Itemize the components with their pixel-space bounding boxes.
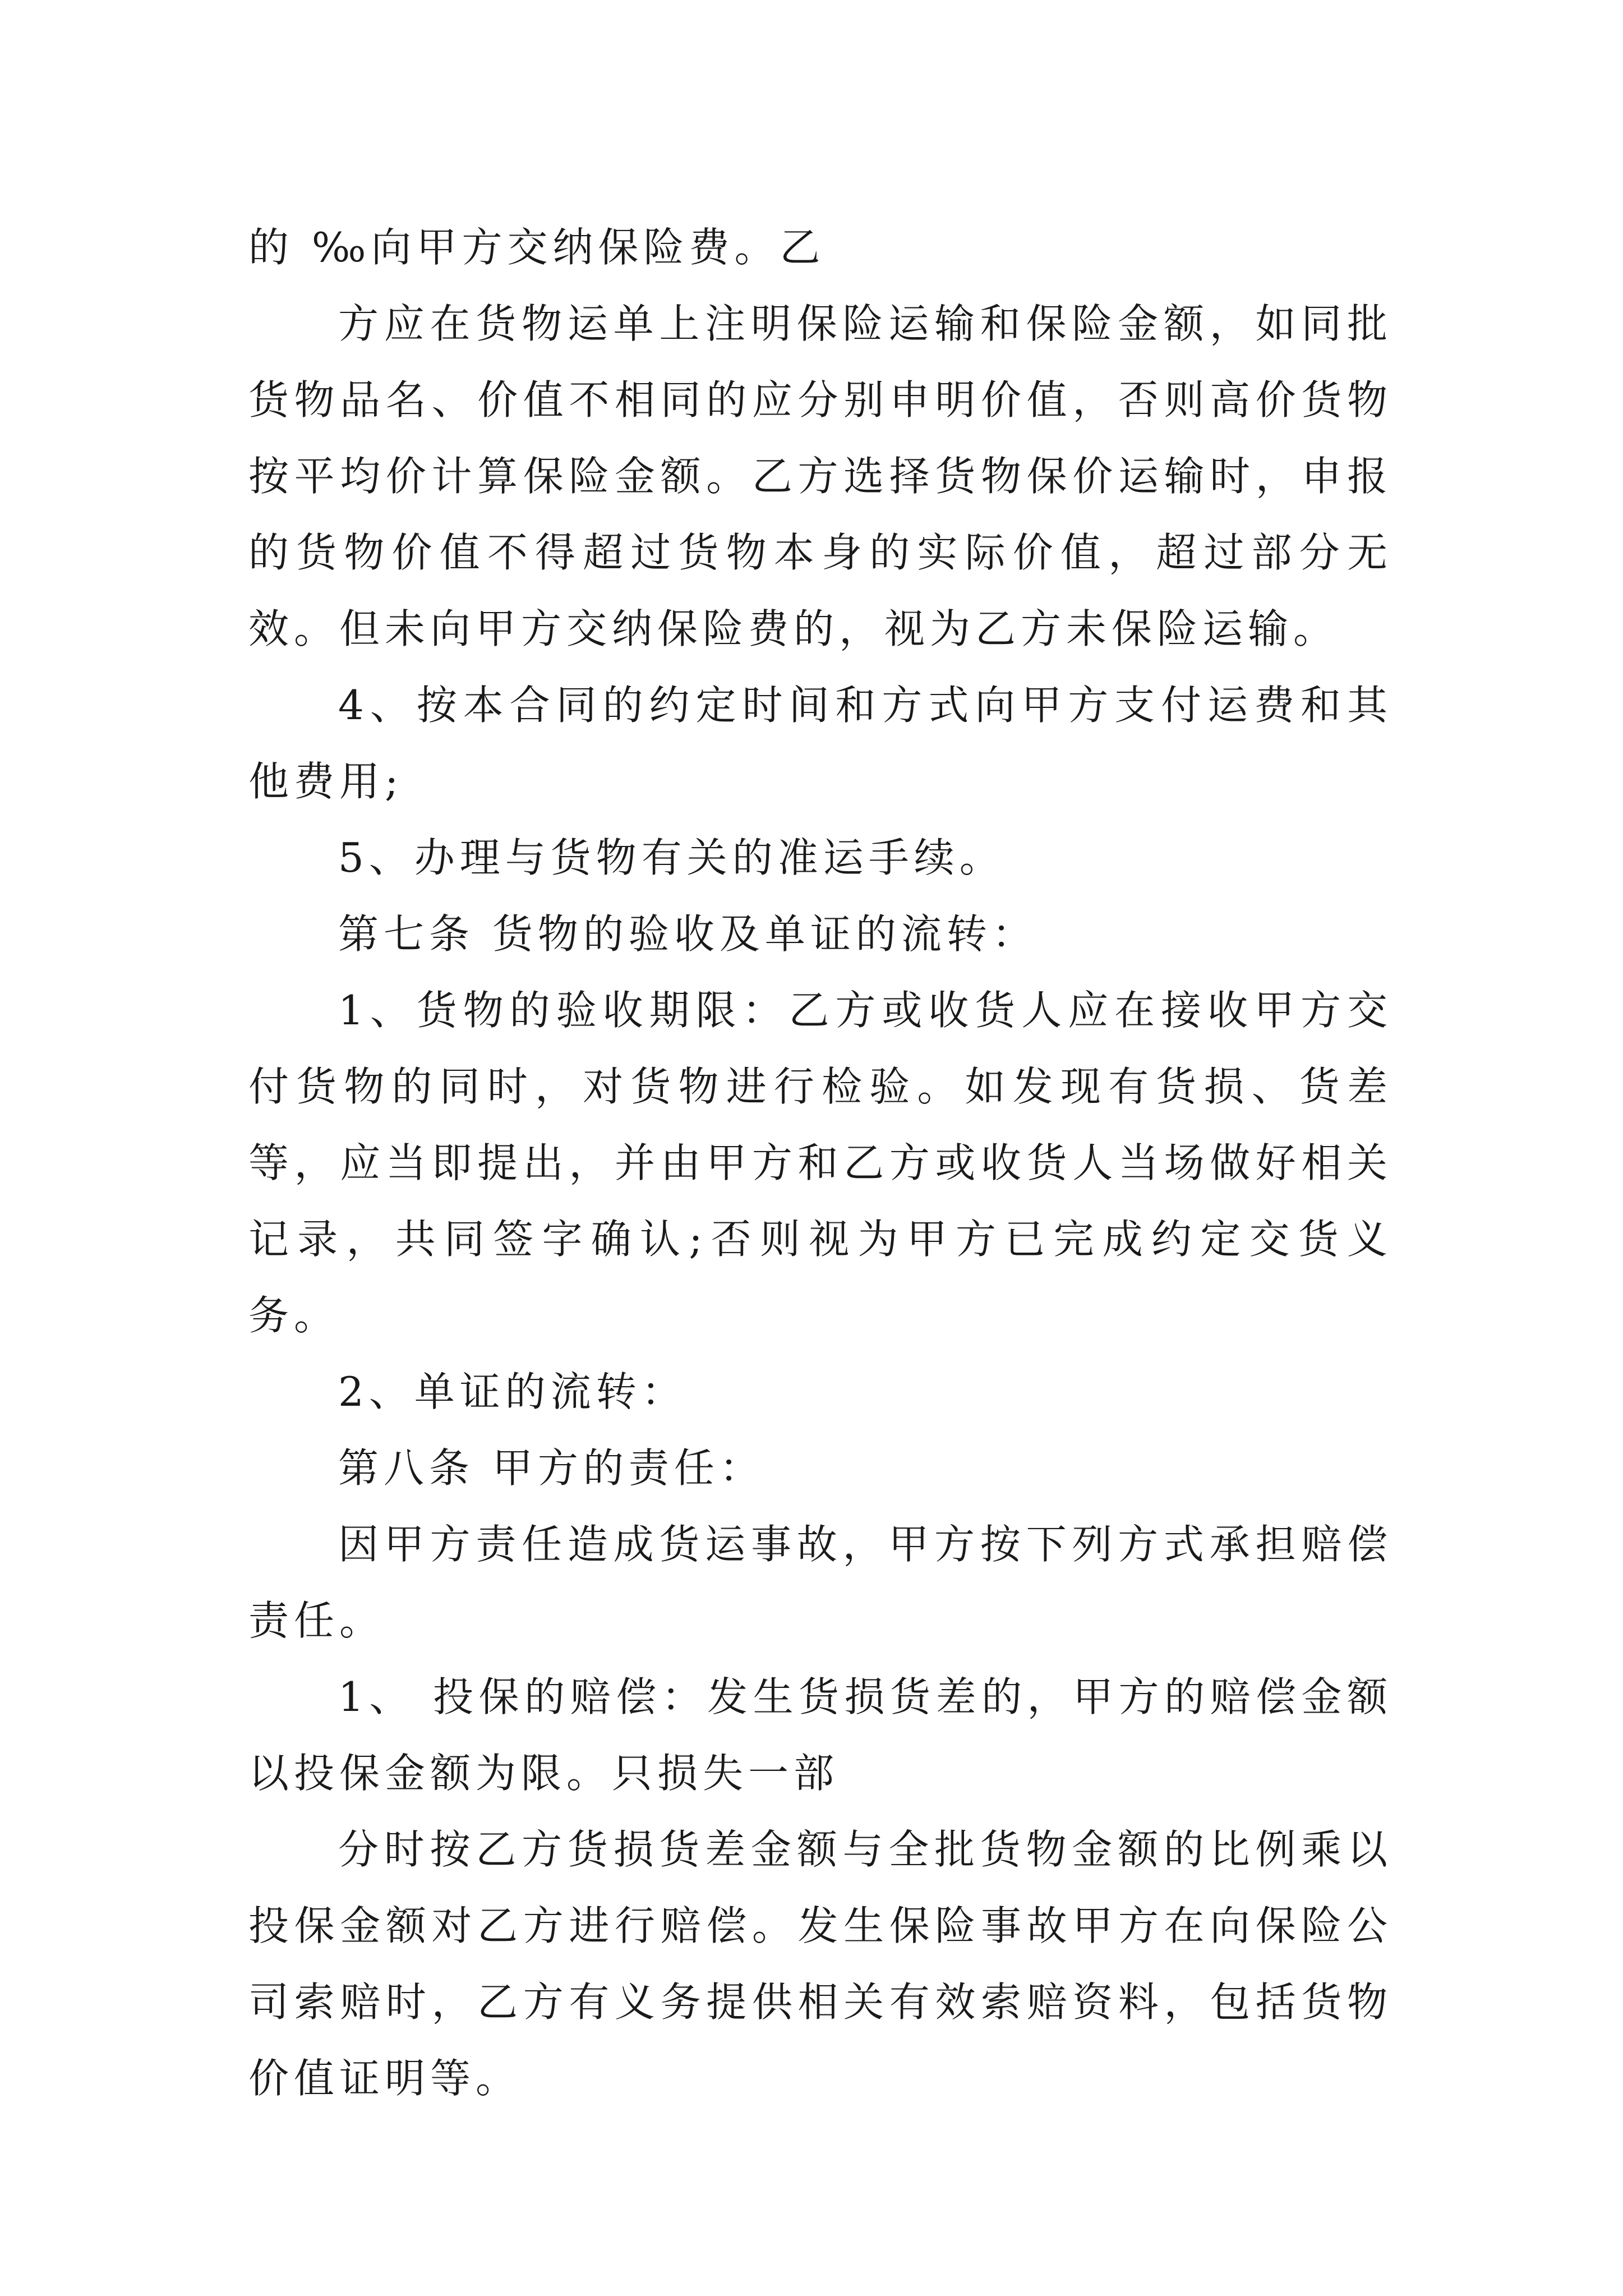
article-8-heading: 第八条 甲方的责任： <box>338 1444 765 1492</box>
paragraph-item-5-permits: 5、办理与货物有关的准运手续。 <box>338 834 1005 881</box>
paragraph-item-4-payment: 4、按本合同的约定时间和方式向甲方支付运费和其他费用; <box>248 682 1393 805</box>
article-7-heading: 第七条 货物的验收及单证的流转： <box>338 910 1038 958</box>
paragraph-partial-loss-compensation: 分时按乙方货损货差金额与全批货物金额的比例乘以投保金额对乙方进行赔偿。发生保险事故甲方在向保险公司索赔时，乙方有义务提供相关有效索赔资料，包括货物价值证明等。 <box>248 1826 1393 2102</box>
paragraph-insurance-fee: 的 ‰向甲方交纳保险费。乙 <box>248 224 826 271</box>
paragraph-insured-value-declaration: 方应在货物运单上注明保险运输和保险金额，如同批货物品名、价值不相同的应分别申明价值，否则高价货物按平均价计算保险金额。乙方选择货物保价运输时，申报的货物价值不得超过货物本身的实际价值，超过部分无效。但未向甲方交纳保险费的，视为乙方未保险运输。 <box>248 300 1393 652</box>
document-body <box>248 209 1393 2116</box>
paragraph-document-circulation: 2、单证的流转： <box>338 1368 687 1415</box>
paragraph-inspection-period: 1、货物的验收期限：乙方或收货人应在接收甲方交付货物的同时，对货物进行检验。如发现有货损、货差等，应当即提出，并由甲方和乙方或收货人当场做好相关记录，共同签字确认;否则视为甲方已完成约定交货义务。 <box>248 987 1393 1339</box>
paragraph-insured-compensation: 1、 投保的赔偿：发生货损货差的，甲方的赔偿金额以投保金额为限。只损失一部 <box>248 1673 1393 1797</box>
paragraph-liability-intro: 因甲方责任造成货运事故，甲方按下列方式承担赔偿责任。 <box>248 1521 1393 1644</box>
